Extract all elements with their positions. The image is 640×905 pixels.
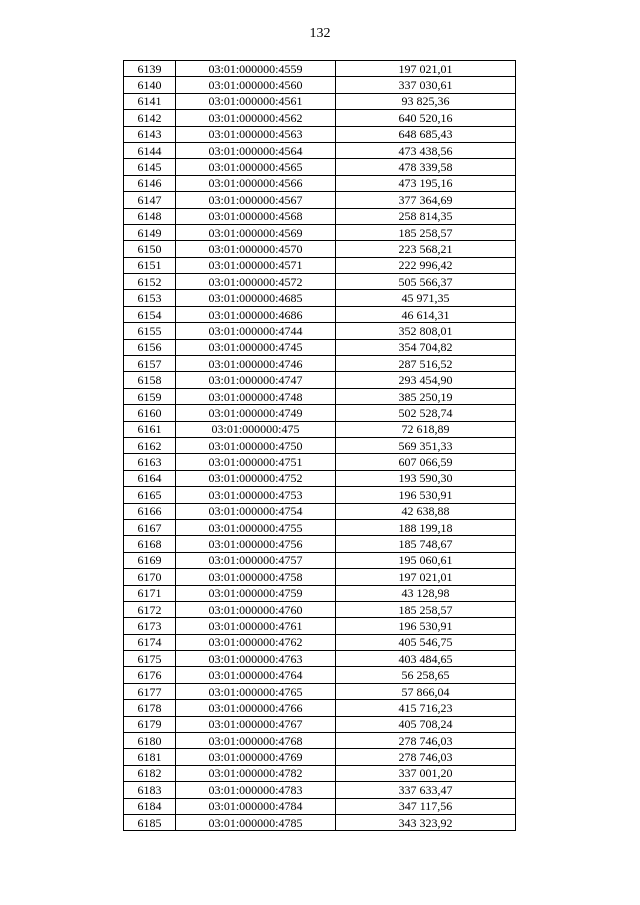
row-number-cell: 6156 xyxy=(124,339,176,355)
table-row xyxy=(124,667,516,683)
row-number-cell: 6181 xyxy=(124,749,176,765)
cadastral-number-cell: 03:01:000000:4748 xyxy=(176,388,336,404)
row-number-cell: 6173 xyxy=(124,618,176,634)
value-cell: 185 748,67 xyxy=(336,536,516,552)
row-number-cell: 6160 xyxy=(124,405,176,421)
value-cell: 93 825,36 xyxy=(336,93,516,109)
row-number-cell: 6179 xyxy=(124,716,176,732)
value-cell: 502 528,74 xyxy=(336,405,516,421)
row-number-cell: 6143 xyxy=(124,126,176,142)
table-row xyxy=(124,110,516,126)
table-row xyxy=(124,77,516,93)
row-number-cell: 6167 xyxy=(124,519,176,535)
row-number-cell: 6148 xyxy=(124,208,176,224)
value-cell: 43 128,98 xyxy=(336,585,516,601)
value-cell: 196 530,91 xyxy=(336,618,516,634)
row-number-cell: 6154 xyxy=(124,306,176,322)
cadastral-number-cell: 03:01:000000:4765 xyxy=(176,683,336,699)
table-row xyxy=(124,585,516,601)
cadastral-number-cell: 03:01:000000:4763 xyxy=(176,651,336,667)
table-row xyxy=(124,421,516,437)
cadastral-number-cell: 03:01:000000:4767 xyxy=(176,716,336,732)
row-number-cell: 6161 xyxy=(124,421,176,437)
row-number-cell: 6176 xyxy=(124,667,176,683)
value-cell: 337 633,47 xyxy=(336,782,516,798)
row-number-cell: 6144 xyxy=(124,142,176,158)
value-cell: 385 250,19 xyxy=(336,388,516,404)
table-row xyxy=(124,552,516,568)
cadastral-number-cell: 03:01:000000:4750 xyxy=(176,437,336,453)
table-row xyxy=(124,814,516,830)
table-row xyxy=(124,716,516,732)
row-number-cell: 6155 xyxy=(124,323,176,339)
cadastral-number-cell: 03:01:000000:4762 xyxy=(176,634,336,650)
value-cell: 405 708,24 xyxy=(336,716,516,732)
registry-table xyxy=(123,60,516,831)
value-cell: 607 066,59 xyxy=(336,454,516,470)
row-number-cell: 6147 xyxy=(124,192,176,208)
cadastral-number-cell: 03:01:000000:4747 xyxy=(176,372,336,388)
cadastral-number-cell: 03:01:000000:4559 xyxy=(176,61,336,77)
row-number-cell: 6157 xyxy=(124,356,176,372)
value-cell: 293 454,90 xyxy=(336,372,516,388)
value-cell: 188 199,18 xyxy=(336,519,516,535)
value-cell: 46 614,31 xyxy=(336,306,516,322)
cadastral-number-cell: 03:01:000000:4569 xyxy=(176,224,336,240)
value-cell: 337 030,61 xyxy=(336,77,516,93)
cadastral-number-cell: 03:01:000000:4783 xyxy=(176,782,336,798)
value-cell: 197 021,01 xyxy=(336,61,516,77)
value-cell: 287 516,52 xyxy=(336,356,516,372)
value-cell: 352 808,01 xyxy=(336,323,516,339)
cadastral-number-cell: 03:01:000000:4766 xyxy=(176,700,336,716)
cadastral-number-cell: 03:01:000000:4749 xyxy=(176,405,336,421)
cadastral-number-cell: 03:01:000000:4769 xyxy=(176,749,336,765)
cadastral-number-cell: 03:01:000000:4566 xyxy=(176,175,336,191)
value-cell: 640 520,16 xyxy=(336,110,516,126)
cadastral-number-cell: 03:01:000000:4784 xyxy=(176,798,336,814)
table-row xyxy=(124,405,516,421)
cadastral-number-cell: 03:01:000000:4745 xyxy=(176,339,336,355)
row-number-cell: 6152 xyxy=(124,274,176,290)
value-cell: 405 546,75 xyxy=(336,634,516,650)
value-cell: 72 618,89 xyxy=(336,421,516,437)
row-number-cell: 6183 xyxy=(124,782,176,798)
table-row xyxy=(124,356,516,372)
row-number-cell: 6145 xyxy=(124,159,176,175)
value-cell: 196 530,91 xyxy=(336,487,516,503)
registry-table-body xyxy=(124,61,516,831)
value-cell: 57 866,04 xyxy=(336,683,516,699)
table-row xyxy=(124,683,516,699)
cadastral-number-cell: 03:01:000000:4564 xyxy=(176,142,336,158)
value-cell: 193 590,30 xyxy=(336,470,516,486)
cadastral-number-cell: 03:01:000000:4785 xyxy=(176,814,336,830)
table-row xyxy=(124,651,516,667)
page-number: 132 xyxy=(309,26,331,41)
row-number-cell: 6177 xyxy=(124,683,176,699)
row-number-cell: 6169 xyxy=(124,552,176,568)
value-cell: 473 438,56 xyxy=(336,142,516,158)
table-row xyxy=(124,224,516,240)
table-row xyxy=(124,257,516,273)
table-row xyxy=(124,126,516,142)
cadastral-number-cell: 03:01:000000:4746 xyxy=(176,356,336,372)
cadastral-number-cell: 03:01:000000:4567 xyxy=(176,192,336,208)
value-cell: 478 339,58 xyxy=(336,159,516,175)
table-row xyxy=(124,437,516,453)
table-row xyxy=(124,306,516,322)
value-cell: 343 323,92 xyxy=(336,814,516,830)
table-row xyxy=(124,700,516,716)
cadastral-number-cell: 03:01:000000:4562 xyxy=(176,110,336,126)
value-cell: 42 638,88 xyxy=(336,503,516,519)
value-cell: 195 060,61 xyxy=(336,552,516,568)
value-cell: 222 996,42 xyxy=(336,257,516,273)
cadastral-number-cell: 03:01:000000:4758 xyxy=(176,569,336,585)
table-row xyxy=(124,782,516,798)
row-number-cell: 6171 xyxy=(124,585,176,601)
cadastral-number-cell: 03:01:000000:4764 xyxy=(176,667,336,683)
row-number-cell: 6180 xyxy=(124,733,176,749)
row-number-cell: 6165 xyxy=(124,487,176,503)
row-number-cell: 6142 xyxy=(124,110,176,126)
value-cell: 337 001,20 xyxy=(336,765,516,781)
cadastral-number-cell: 03:01:000000:4756 xyxy=(176,536,336,552)
table-row xyxy=(124,536,516,552)
value-cell: 377 364,69 xyxy=(336,192,516,208)
cadastral-number-cell: 03:01:000000:4759 xyxy=(176,585,336,601)
cadastral-number-cell: 03:01:000000:4563 xyxy=(176,126,336,142)
value-cell: 45 971,35 xyxy=(336,290,516,306)
table-row xyxy=(124,454,516,470)
cadastral-number-cell: 03:01:000000:4570 xyxy=(176,241,336,257)
cadastral-number-cell: 03:01:000000:4754 xyxy=(176,503,336,519)
value-cell: 197 021,01 xyxy=(336,569,516,585)
row-number-cell: 6168 xyxy=(124,536,176,552)
value-cell: 505 566,37 xyxy=(336,274,516,290)
table-row xyxy=(124,372,516,388)
cadastral-number-cell: 03:01:000000:4565 xyxy=(176,159,336,175)
row-number-cell: 6139 xyxy=(124,61,176,77)
value-cell: 258 814,35 xyxy=(336,208,516,224)
cadastral-number-cell: 03:01:000000:4571 xyxy=(176,257,336,273)
value-cell: 185 258,57 xyxy=(336,224,516,240)
cadastral-number-cell: 03:01:000000:4568 xyxy=(176,208,336,224)
table-row xyxy=(124,192,516,208)
row-number-cell: 6159 xyxy=(124,388,176,404)
row-number-cell: 6150 xyxy=(124,241,176,257)
table-row xyxy=(124,470,516,486)
table-row xyxy=(124,339,516,355)
row-number-cell: 6149 xyxy=(124,224,176,240)
table-row xyxy=(124,503,516,519)
table-row xyxy=(124,765,516,781)
table-row xyxy=(124,290,516,306)
table-row xyxy=(124,93,516,109)
table-row xyxy=(124,61,516,77)
value-cell: 185 258,57 xyxy=(336,601,516,617)
cadastral-number-cell: 03:01:000000:4751 xyxy=(176,454,336,470)
row-number-cell: 6182 xyxy=(124,765,176,781)
cadastral-number-cell: 03:01:000000:4685 xyxy=(176,290,336,306)
table-row xyxy=(124,733,516,749)
table-row xyxy=(124,798,516,814)
row-number-cell: 6164 xyxy=(124,470,176,486)
table-row xyxy=(124,323,516,339)
value-cell: 278 746,03 xyxy=(336,749,516,765)
table-row xyxy=(124,487,516,503)
value-cell: 569 351,33 xyxy=(336,437,516,453)
table-row xyxy=(124,569,516,585)
cadastral-number-cell: 03:01:000000:4760 xyxy=(176,601,336,617)
row-number-cell: 6175 xyxy=(124,651,176,667)
row-number-cell: 6163 xyxy=(124,454,176,470)
table-row xyxy=(124,388,516,404)
table-row xyxy=(124,274,516,290)
cadastral-number-cell: 03:01:000000:475 xyxy=(176,421,336,437)
row-number-cell: 6162 xyxy=(124,437,176,453)
row-number-cell: 6146 xyxy=(124,175,176,191)
row-number-cell: 6166 xyxy=(124,503,176,519)
cadastral-number-cell: 03:01:000000:4744 xyxy=(176,323,336,339)
row-number-cell: 6184 xyxy=(124,798,176,814)
cadastral-number-cell: 03:01:000000:4757 xyxy=(176,552,336,568)
cadastral-number-cell: 03:01:000000:4752 xyxy=(176,470,336,486)
row-number-cell: 6172 xyxy=(124,601,176,617)
cadastral-number-cell: 03:01:000000:4755 xyxy=(176,519,336,535)
cadastral-number-cell: 03:01:000000:4768 xyxy=(176,733,336,749)
table-row xyxy=(124,634,516,650)
value-cell: 278 746,03 xyxy=(336,733,516,749)
value-cell: 403 484,65 xyxy=(336,651,516,667)
table-row xyxy=(124,749,516,765)
table-row xyxy=(124,519,516,535)
cadastral-number-cell: 03:01:000000:4686 xyxy=(176,306,336,322)
row-number-cell: 6151 xyxy=(124,257,176,273)
value-cell: 56 258,65 xyxy=(336,667,516,683)
cadastral-number-cell: 03:01:000000:4753 xyxy=(176,487,336,503)
row-number-cell: 6185 xyxy=(124,814,176,830)
value-cell: 473 195,16 xyxy=(336,175,516,191)
value-cell: 223 568,21 xyxy=(336,241,516,257)
value-cell: 347 117,56 xyxy=(336,798,516,814)
row-number-cell: 6141 xyxy=(124,93,176,109)
row-number-cell: 6178 xyxy=(124,700,176,716)
table-row xyxy=(124,159,516,175)
cadastral-number-cell: 03:01:000000:4761 xyxy=(176,618,336,634)
table-row xyxy=(124,618,516,634)
table-row xyxy=(124,241,516,257)
value-cell: 648 685,43 xyxy=(336,126,516,142)
value-cell: 354 704,82 xyxy=(336,339,516,355)
row-number-cell: 6158 xyxy=(124,372,176,388)
cadastral-number-cell: 03:01:000000:4782 xyxy=(176,765,336,781)
row-number-cell: 6170 xyxy=(124,569,176,585)
row-number-cell: 6153 xyxy=(124,290,176,306)
row-number-cell: 6140 xyxy=(124,77,176,93)
table-row xyxy=(124,175,516,191)
cadastral-number-cell: 03:01:000000:4561 xyxy=(176,93,336,109)
table-row xyxy=(124,208,516,224)
table-row xyxy=(124,601,516,617)
table-row xyxy=(124,142,516,158)
cadastral-number-cell: 03:01:000000:4572 xyxy=(176,274,336,290)
cadastral-number-cell: 03:01:000000:4560 xyxy=(176,77,336,93)
value-cell: 415 716,23 xyxy=(336,700,516,716)
row-number-cell: 6174 xyxy=(124,634,176,650)
